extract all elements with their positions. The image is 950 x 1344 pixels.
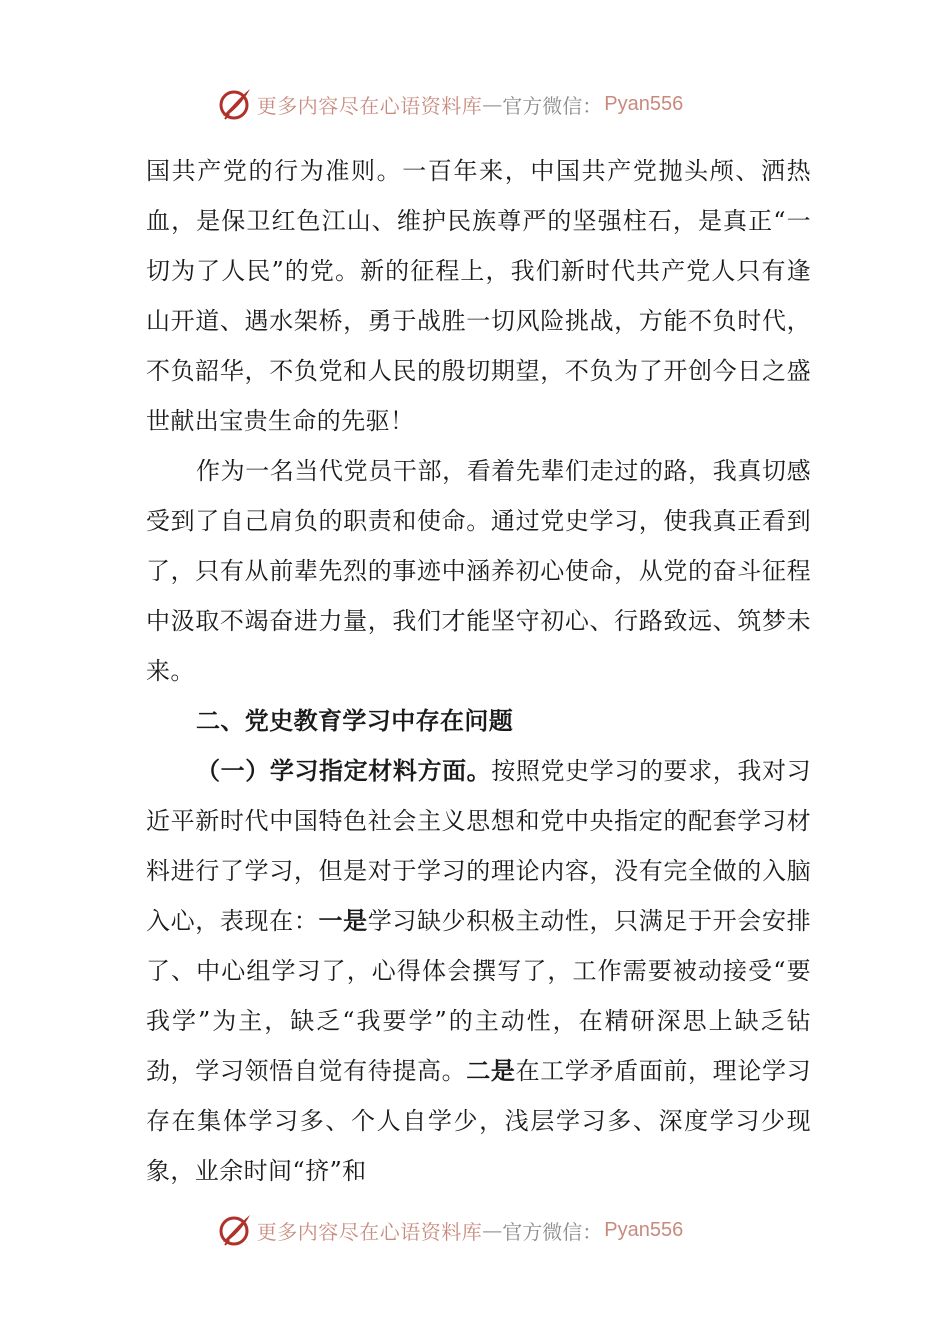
section-heading: 二、党史教育学习中存在问题	[196, 707, 514, 735]
paragraph-3	[146, 746, 811, 1196]
footer-banner-content	[217, 1212, 683, 1248]
point-one-label: 一是	[318, 907, 368, 935]
paragraph-3-part-c: 在工学矛盾面前，理论学习存在集体学习多、个人自学少，浅层学习多、深度学习少现象，业余时间“挤”和	[146, 1057, 811, 1185]
header-banner	[0, 84, 950, 124]
header-separator: —	[482, 92, 503, 116]
paragraph-2: 作为一名当代党员干部，看着先辈们走过的路，我真切感受到了自己肩负的职责和使命。通过党史学习，使我真正看到了，只有从前辈先烈的事迹中涵养初心使命，从党的奋斗征程中汲取不竭奋进力量，我们才能坚守初心、行路致远、筑梦未来。	[146, 457, 811, 685]
sub-heading: （一）学习指定材料方面。	[196, 757, 492, 785]
paragraph-1: 国共产党的行为准则。一百年来，中国共产党抛头颅、洒热血，是保卫红色江山、维护民族尊严的坚强柱石，是真正“一切为了人民”的党。新的征程上，我们新时代共产党人只有逢山开道、遇水架桥，勇于战胜一切风险挑战，方能不负时代，不负韶华，不负党和人民的殷切期望，不负为了开创今日之盛世献出宝贵生命的先驱！	[146, 157, 811, 435]
footer-site-text: 更多内容尽在心语资料库	[256, 1219, 483, 1244]
point-two-label: 二是	[466, 1057, 516, 1085]
header-wechat-id: Pyan556	[604, 92, 684, 115]
header-site-text: 更多内容尽在心语资料库	[256, 93, 483, 118]
paragraph-3-part-b: 学习缺少积极主动性，只满足于开会安排了、中心组学习了，心得体会撰写了，工作需要被动接受“要我学”为主，缺乏“我要学”的主动性，在精研深思上缺乏钻劲，学习领悟自觉有待提高。	[146, 907, 811, 1085]
header-banner-content	[217, 86, 683, 122]
paragraph-3-part-a: 按照党史学习的要求，我对习近平新时代中国特色社会主义思想和党中央指定的配套学习材料进行了学习，但是对于学习的理论内容，没有完全做的入脑入心，表现在：	[146, 757, 811, 935]
footer-wechat-id: Pyan556	[604, 1218, 684, 1241]
document-body	[146, 146, 811, 1196]
header-wechat-label: 官方微信：	[502, 93, 603, 118]
quill-logo-icon	[217, 1212, 253, 1248]
quill-logo-icon	[217, 86, 253, 122]
footer-banner	[0, 1210, 950, 1250]
footer-wechat-label: 官方微信：	[502, 1219, 603, 1244]
footer-separator: —	[482, 1218, 503, 1242]
